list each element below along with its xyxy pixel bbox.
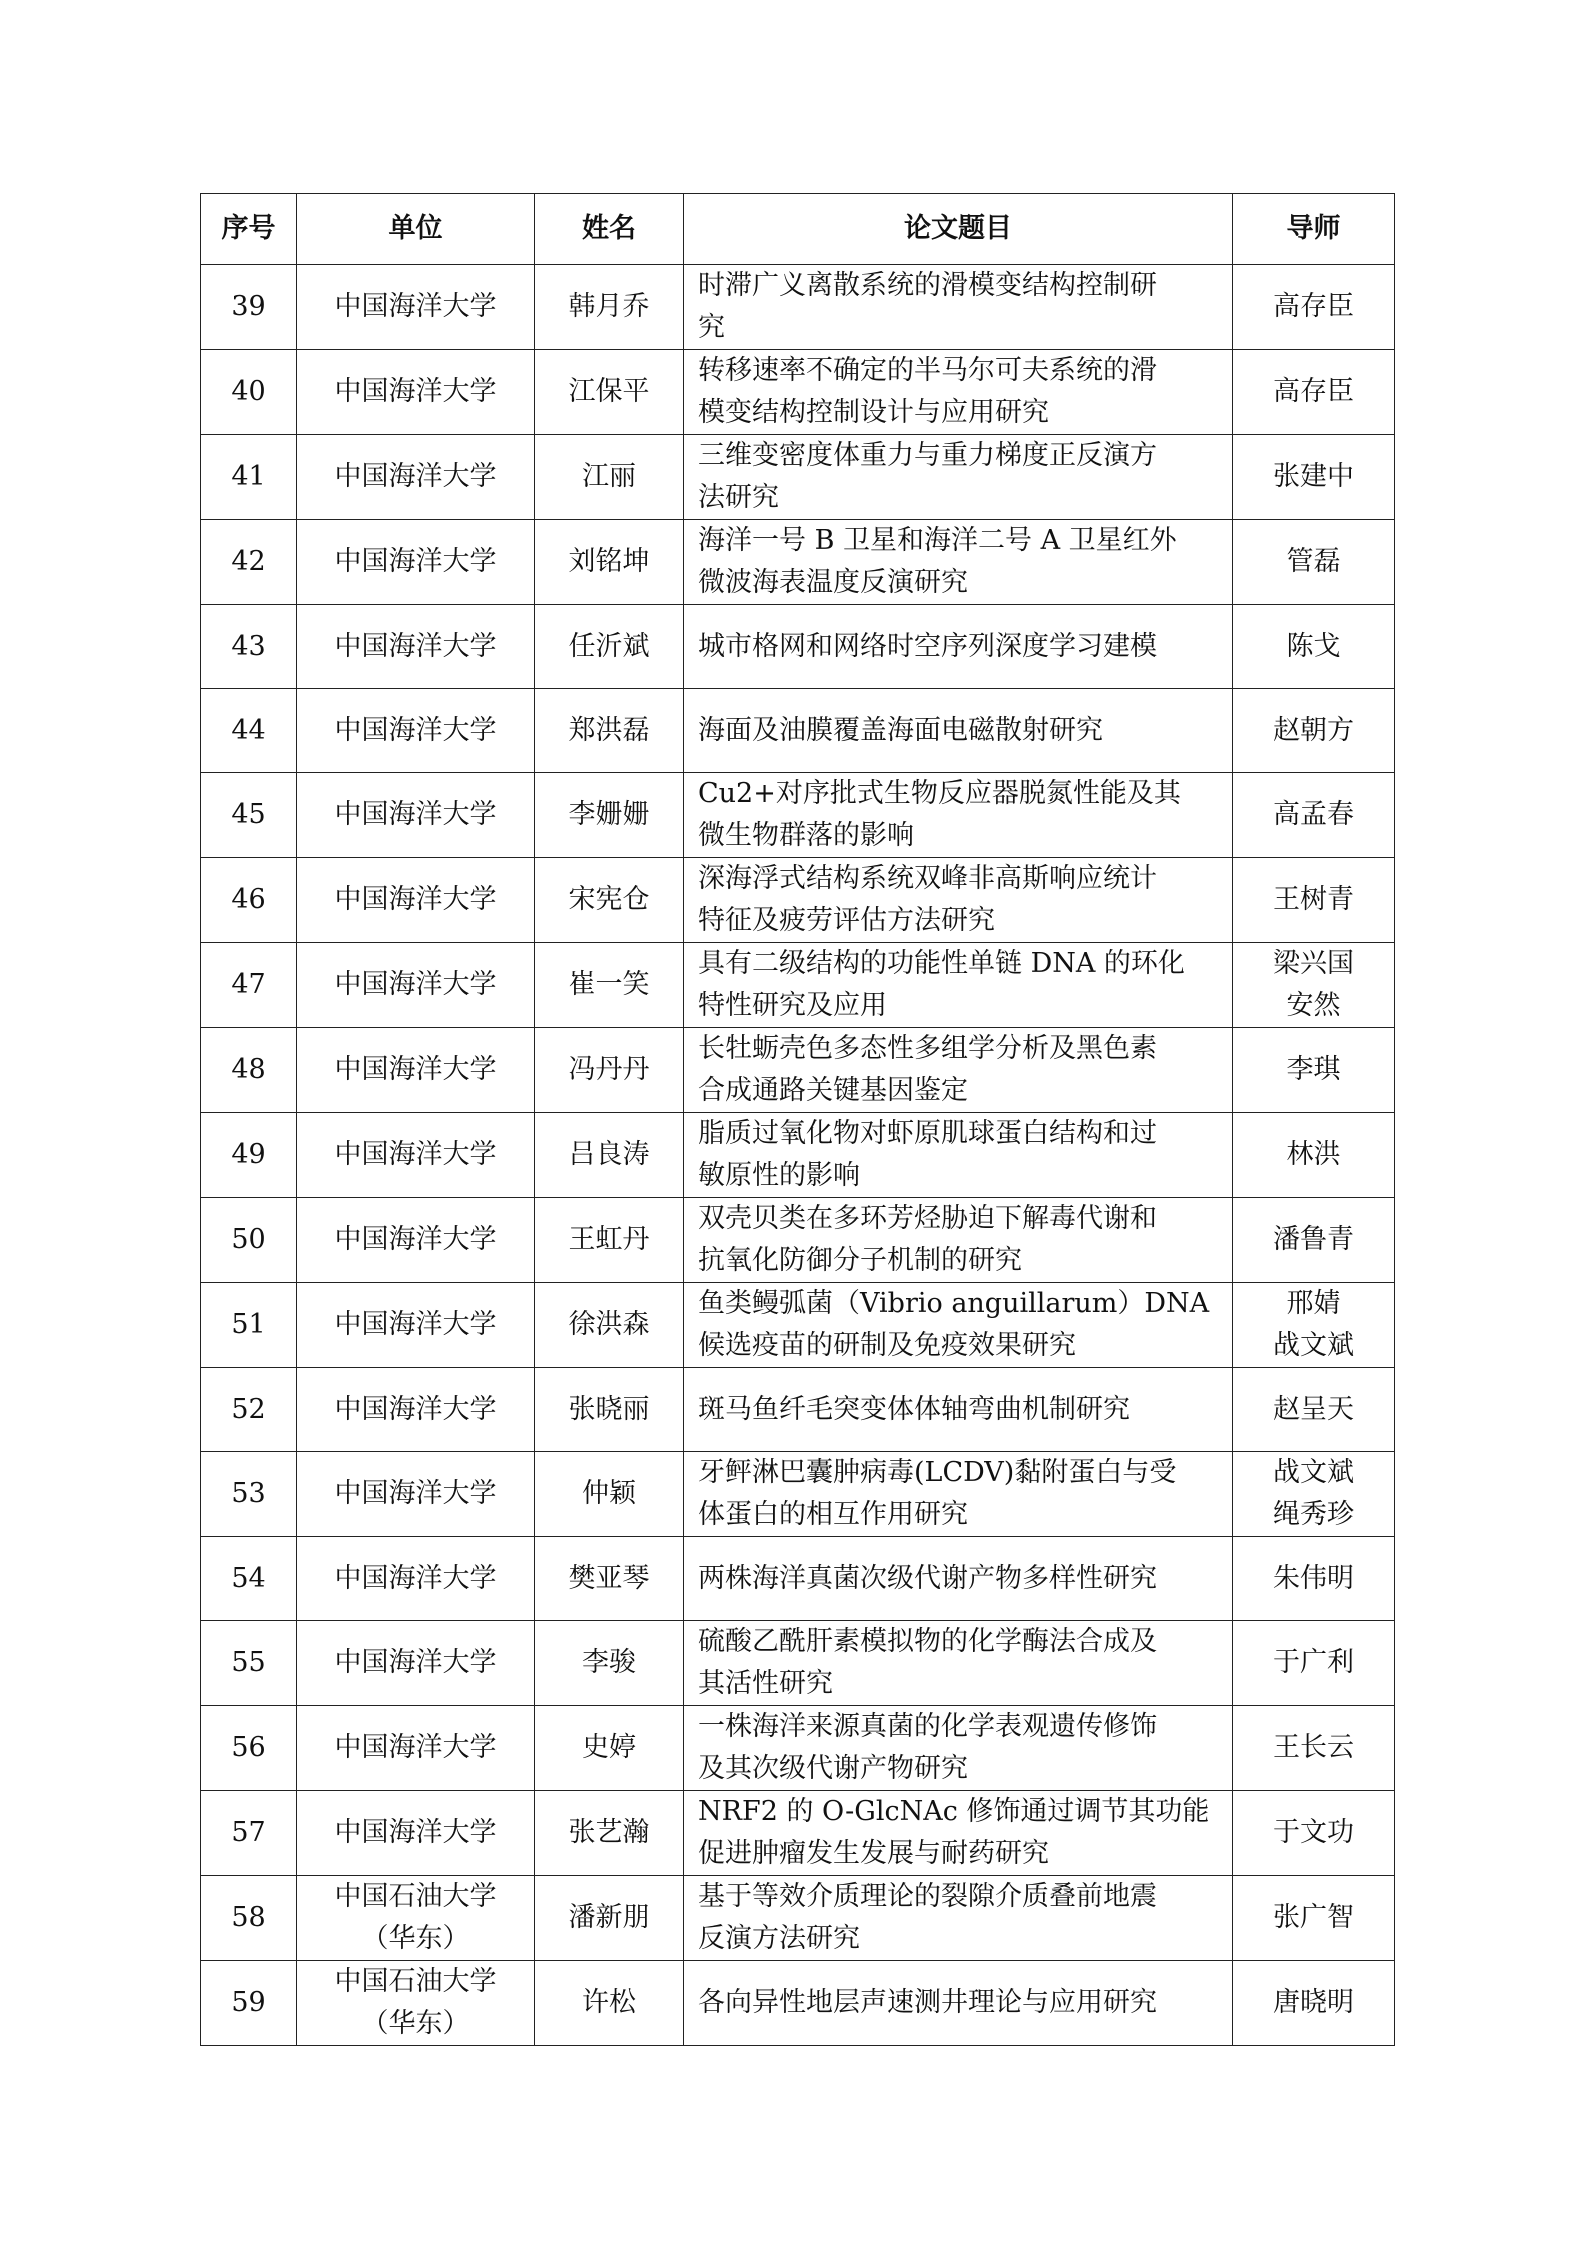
title-line: 及其次级代谢产物研究 bbox=[698, 1753, 968, 1784]
row-unit bbox=[297, 773, 535, 858]
row-unit bbox=[297, 1961, 535, 2046]
row-name: 江丽 bbox=[535, 435, 684, 520]
row-name: 史婷 bbox=[535, 1706, 684, 1791]
row-advisor bbox=[1233, 858, 1395, 943]
unit-line: 中国海洋大学 bbox=[334, 1478, 497, 1509]
advisor-line: 潘鲁青 bbox=[1273, 1224, 1354, 1255]
row-number: 44 bbox=[201, 689, 297, 773]
row-name: 潘新朋 bbox=[535, 1876, 684, 1961]
title-line: 微生物群落的影响 bbox=[698, 820, 914, 851]
row-title bbox=[684, 858, 1233, 943]
row-title bbox=[684, 1368, 1233, 1452]
row-number: 41 bbox=[201, 435, 297, 520]
title-line: 长牡蛎壳色多态性多组学分析及黑色素 bbox=[698, 1033, 1157, 1064]
row-number: 48 bbox=[201, 1028, 297, 1113]
title-line: 其活性研究 bbox=[698, 1668, 833, 1699]
title-line: 双壳贝类在多环芳烃胁迫下解毒代谢和 bbox=[698, 1203, 1157, 1234]
row-unit bbox=[297, 689, 535, 773]
advisor-line: 高存臣 bbox=[1273, 376, 1354, 407]
row-name: 张晓丽 bbox=[535, 1368, 684, 1452]
row-name: 韩月乔 bbox=[535, 265, 684, 350]
title-line: 敏原性的影响 bbox=[698, 1160, 860, 1191]
row-name: 宋宪仓 bbox=[535, 858, 684, 943]
title-line: 抗氧化防御分子机制的研究 bbox=[698, 1245, 1022, 1276]
row-advisor bbox=[1233, 605, 1395, 689]
advisor-line: 管磊 bbox=[1286, 546, 1341, 577]
table-row bbox=[201, 689, 1395, 773]
row-title bbox=[684, 943, 1233, 1028]
row-number: 50 bbox=[201, 1198, 297, 1283]
row-number: 52 bbox=[201, 1368, 297, 1452]
row-title bbox=[684, 1876, 1233, 1961]
row-advisor bbox=[1233, 1113, 1395, 1198]
row-advisor bbox=[1233, 1621, 1395, 1706]
header-advisor: 导师 bbox=[1233, 194, 1395, 265]
advisor-line: 王长云 bbox=[1273, 1732, 1354, 1763]
title-line: 两株海洋真菌次级代谢产物多样性研究 bbox=[698, 1562, 1157, 1594]
row-title bbox=[684, 1198, 1233, 1283]
row-unit bbox=[297, 943, 535, 1028]
row-name: 张艺瀚 bbox=[535, 1791, 684, 1876]
advisor-line: 梁兴国 bbox=[1273, 948, 1354, 979]
title-line: Cu2+对序批式生物反应器脱氮性能及其 bbox=[698, 778, 1181, 809]
title-line: 海洋一号 B 卫星和海洋二号 A 卫星红外 bbox=[698, 525, 1177, 556]
unit-line: 中国海洋大学 bbox=[334, 969, 497, 1000]
row-advisor bbox=[1233, 435, 1395, 520]
row-name: 江保平 bbox=[535, 350, 684, 435]
table-row bbox=[201, 265, 1395, 350]
row-advisor bbox=[1233, 773, 1395, 858]
advisor-line: 朱伟明 bbox=[1273, 1562, 1354, 1594]
row-advisor bbox=[1233, 1198, 1395, 1283]
row-name: 刘铭坤 bbox=[535, 520, 684, 605]
row-number: 57 bbox=[201, 1791, 297, 1876]
unit-line: 中国海洋大学 bbox=[334, 1817, 497, 1848]
unit-line: 中国海洋大学 bbox=[334, 1562, 497, 1594]
unit-line: 中国海洋大学 bbox=[334, 1393, 497, 1425]
title-line: 体蛋白的相互作用研究 bbox=[698, 1499, 968, 1530]
unit-line: 中国海洋大学 bbox=[334, 1647, 497, 1678]
row-unit bbox=[297, 350, 535, 435]
row-number: 54 bbox=[201, 1537, 297, 1621]
title-line: 海面及油膜覆盖海面电磁散射研究 bbox=[698, 714, 1103, 746]
row-number: 51 bbox=[201, 1283, 297, 1368]
advisor-line: 张广智 bbox=[1273, 1902, 1354, 1933]
row-title bbox=[684, 265, 1233, 350]
advisor-line: 绳秀珍 bbox=[1273, 1499, 1354, 1530]
title-line: 基于等效介质理论的裂隙介质叠前地震 bbox=[698, 1881, 1157, 1912]
advisor-line: 安然 bbox=[1286, 990, 1341, 1021]
row-title bbox=[684, 520, 1233, 605]
row-advisor bbox=[1233, 520, 1395, 605]
row-unit bbox=[297, 1791, 535, 1876]
row-title bbox=[684, 773, 1233, 858]
row-number: 58 bbox=[201, 1876, 297, 1961]
advisor-line: 战文斌 bbox=[1273, 1330, 1354, 1361]
unit-line: 中国石油大学 bbox=[334, 1881, 497, 1912]
advisor-line: 张建中 bbox=[1273, 461, 1354, 492]
row-advisor bbox=[1233, 1368, 1395, 1452]
row-unit bbox=[297, 435, 535, 520]
table-row bbox=[201, 1368, 1395, 1452]
unit-line: 中国海洋大学 bbox=[334, 376, 497, 407]
title-line: 模变结构控制设计与应用研究 bbox=[698, 397, 1049, 428]
row-unit bbox=[297, 1876, 535, 1961]
thesis-table bbox=[200, 193, 1395, 2046]
row-advisor bbox=[1233, 1791, 1395, 1876]
table-row bbox=[201, 943, 1395, 1028]
header-unit: 单位 bbox=[297, 194, 535, 265]
row-advisor bbox=[1233, 1706, 1395, 1791]
row-number: 45 bbox=[201, 773, 297, 858]
advisor-line: 于广利 bbox=[1273, 1647, 1354, 1678]
table-row bbox=[201, 1961, 1395, 2046]
row-title bbox=[684, 689, 1233, 773]
row-unit bbox=[297, 605, 535, 689]
title-line: 三维变密度体重力与重力梯度正反演方 bbox=[698, 440, 1157, 471]
row-name: 王虹丹 bbox=[535, 1198, 684, 1283]
advisor-line: 高孟春 bbox=[1273, 799, 1354, 830]
title-line: 一株海洋来源真菌的化学表观遗传修饰 bbox=[698, 1711, 1157, 1742]
row-title bbox=[684, 1621, 1233, 1706]
unit-line: 中国海洋大学 bbox=[334, 1139, 497, 1170]
row-unit bbox=[297, 1028, 535, 1113]
row-name: 任沂斌 bbox=[535, 605, 684, 689]
title-line: 深海浮式结构系统双峰非高斯响应统计 bbox=[698, 863, 1157, 894]
table-row bbox=[201, 1791, 1395, 1876]
title-line: 脂质过氧化物对虾原肌球蛋白结构和过 bbox=[698, 1118, 1157, 1149]
row-advisor bbox=[1233, 943, 1395, 1028]
row-advisor bbox=[1233, 1876, 1395, 1961]
table-row bbox=[201, 1621, 1395, 1706]
header-title: 论文题目 bbox=[684, 194, 1233, 265]
header-row bbox=[201, 194, 1395, 265]
title-line: 特性研究及应用 bbox=[698, 990, 887, 1021]
table-row bbox=[201, 1452, 1395, 1537]
unit-line: （华东） bbox=[361, 1923, 470, 1954]
header-no: 序号 bbox=[201, 194, 297, 265]
row-unit bbox=[297, 1198, 535, 1283]
row-number: 59 bbox=[201, 1961, 297, 2046]
title-line: 转移速率不确定的半马尔可夫系统的滑 bbox=[698, 355, 1157, 386]
row-unit bbox=[297, 1706, 535, 1791]
table-row bbox=[201, 1198, 1395, 1283]
row-unit bbox=[297, 858, 535, 943]
row-unit bbox=[297, 1113, 535, 1198]
row-name: 吕良涛 bbox=[535, 1113, 684, 1198]
unit-line: 中国海洋大学 bbox=[334, 799, 497, 830]
title-line: 反演方法研究 bbox=[698, 1923, 860, 1954]
row-title bbox=[684, 1706, 1233, 1791]
advisor-line: 邢婧 bbox=[1286, 1288, 1341, 1319]
table-row bbox=[201, 858, 1395, 943]
header-name: 姓名 bbox=[535, 194, 684, 265]
table-row bbox=[201, 1028, 1395, 1113]
row-advisor bbox=[1233, 1961, 1395, 2046]
row-number: 47 bbox=[201, 943, 297, 1028]
row-advisor bbox=[1233, 1452, 1395, 1537]
row-advisor bbox=[1233, 689, 1395, 773]
table-row bbox=[201, 1876, 1395, 1961]
advisor-line: 高存臣 bbox=[1273, 291, 1354, 322]
row-title bbox=[684, 350, 1233, 435]
row-title bbox=[684, 1113, 1233, 1198]
title-line: 法研究 bbox=[698, 482, 779, 513]
unit-line: 中国石油大学 bbox=[334, 1966, 497, 1997]
table-row bbox=[201, 520, 1395, 605]
row-unit bbox=[297, 1368, 535, 1452]
row-title bbox=[684, 1791, 1233, 1876]
row-number: 40 bbox=[201, 350, 297, 435]
row-name: 郑洪磊 bbox=[535, 689, 684, 773]
table-row bbox=[201, 773, 1395, 858]
row-title bbox=[684, 1961, 1233, 2046]
title-line: 硫酸乙酰肝素模拟物的化学酶法合成及 bbox=[698, 1626, 1157, 1657]
advisor-line: 李琪 bbox=[1286, 1054, 1341, 1085]
title-line: 城市格网和网络时空序列深度学习建模 bbox=[698, 630, 1157, 662]
table-row bbox=[201, 435, 1395, 520]
row-title bbox=[684, 605, 1233, 689]
unit-line: 中国海洋大学 bbox=[334, 630, 497, 662]
row-title bbox=[684, 1283, 1233, 1368]
table-body bbox=[201, 265, 1395, 2046]
row-unit bbox=[297, 520, 535, 605]
advisor-line: 于文功 bbox=[1273, 1817, 1354, 1848]
row-number: 43 bbox=[201, 605, 297, 689]
unit-line: 中国海洋大学 bbox=[334, 1224, 497, 1255]
advisor-line: 陈戈 bbox=[1286, 630, 1341, 662]
title-line: 究 bbox=[698, 312, 725, 343]
unit-line: 中国海洋大学 bbox=[334, 546, 497, 577]
row-advisor bbox=[1233, 350, 1395, 435]
unit-line: 中国海洋大学 bbox=[334, 1054, 497, 1085]
title-line: 牙鲆淋巴囊肿病毒(LCDV)黏附蛋白与受 bbox=[698, 1457, 1177, 1488]
title-line: 时滞广义离散系统的滑模变结构控制研 bbox=[698, 270, 1157, 301]
row-number: 42 bbox=[201, 520, 297, 605]
row-name: 许松 bbox=[535, 1961, 684, 2046]
title-line: 候选疫苗的研制及免疫效果研究 bbox=[698, 1330, 1076, 1361]
advisor-line: 赵呈天 bbox=[1273, 1393, 1354, 1425]
row-name: 仲颖 bbox=[535, 1452, 684, 1537]
advisor-line: 林洪 bbox=[1286, 1139, 1341, 1170]
row-name: 李骏 bbox=[535, 1621, 684, 1706]
unit-line: 中国海洋大学 bbox=[334, 714, 497, 746]
title-line: 鱼类鳗弧菌（Vibrio anguillarum）DNA bbox=[698, 1288, 1210, 1319]
title-line: 特征及疲劳评估方法研究 bbox=[698, 905, 995, 936]
advisor-line: 战文斌 bbox=[1273, 1457, 1354, 1488]
title-line: 促进肿瘤发生发展与耐药研究 bbox=[698, 1838, 1049, 1869]
row-name: 徐洪森 bbox=[535, 1283, 684, 1368]
unit-line: 中国海洋大学 bbox=[334, 461, 497, 492]
title-line: 各向异性地层声速测井理论与应用研究 bbox=[698, 1987, 1157, 2018]
row-name: 冯丹丹 bbox=[535, 1028, 684, 1113]
advisor-line: 王树青 bbox=[1273, 884, 1354, 915]
row-title bbox=[684, 1452, 1233, 1537]
title-line: 微波海表温度反演研究 bbox=[698, 567, 968, 598]
advisor-line: 唐晓明 bbox=[1273, 1987, 1354, 2018]
row-advisor bbox=[1233, 265, 1395, 350]
row-number: 55 bbox=[201, 1621, 297, 1706]
row-title bbox=[684, 1537, 1233, 1621]
title-line: 具有二级结构的功能性单链 DNA 的环化 bbox=[698, 948, 1185, 979]
row-title bbox=[684, 435, 1233, 520]
row-unit bbox=[297, 1283, 535, 1368]
row-advisor bbox=[1233, 1283, 1395, 1368]
table-row bbox=[201, 605, 1395, 689]
table-row bbox=[201, 350, 1395, 435]
table-row bbox=[201, 1283, 1395, 1368]
row-number: 56 bbox=[201, 1706, 297, 1791]
unit-line: 中国海洋大学 bbox=[334, 291, 497, 322]
row-name: 崔一笑 bbox=[535, 943, 684, 1028]
unit-line: 中国海洋大学 bbox=[334, 1309, 497, 1340]
row-number: 53 bbox=[201, 1452, 297, 1537]
row-unit bbox=[297, 1452, 535, 1537]
table-row bbox=[201, 1113, 1395, 1198]
table-row bbox=[201, 1706, 1395, 1791]
table-row bbox=[201, 1537, 1395, 1621]
row-name: 李姗姗 bbox=[535, 773, 684, 858]
advisor-line: 赵朝方 bbox=[1273, 714, 1354, 746]
unit-line: 中国海洋大学 bbox=[334, 1732, 497, 1763]
row-number: 49 bbox=[201, 1113, 297, 1198]
row-advisor bbox=[1233, 1028, 1395, 1113]
row-title bbox=[684, 1028, 1233, 1113]
row-unit bbox=[297, 1537, 535, 1621]
unit-line: （华东） bbox=[361, 2008, 470, 2039]
title-line: 合成通路关键基因鉴定 bbox=[698, 1075, 968, 1106]
row-advisor bbox=[1233, 1537, 1395, 1621]
row-number: 46 bbox=[201, 858, 297, 943]
title-line: 斑马鱼纤毛突变体体轴弯曲机制研究 bbox=[698, 1393, 1130, 1425]
unit-line: 中国海洋大学 bbox=[334, 884, 497, 915]
row-unit bbox=[297, 265, 535, 350]
row-number: 39 bbox=[201, 265, 297, 350]
row-unit bbox=[297, 1621, 535, 1706]
title-line: NRF2 的 O-GlcNAc 修饰通过调节其功能 bbox=[698, 1796, 1210, 1827]
row-name: 樊亚琴 bbox=[535, 1537, 684, 1621]
